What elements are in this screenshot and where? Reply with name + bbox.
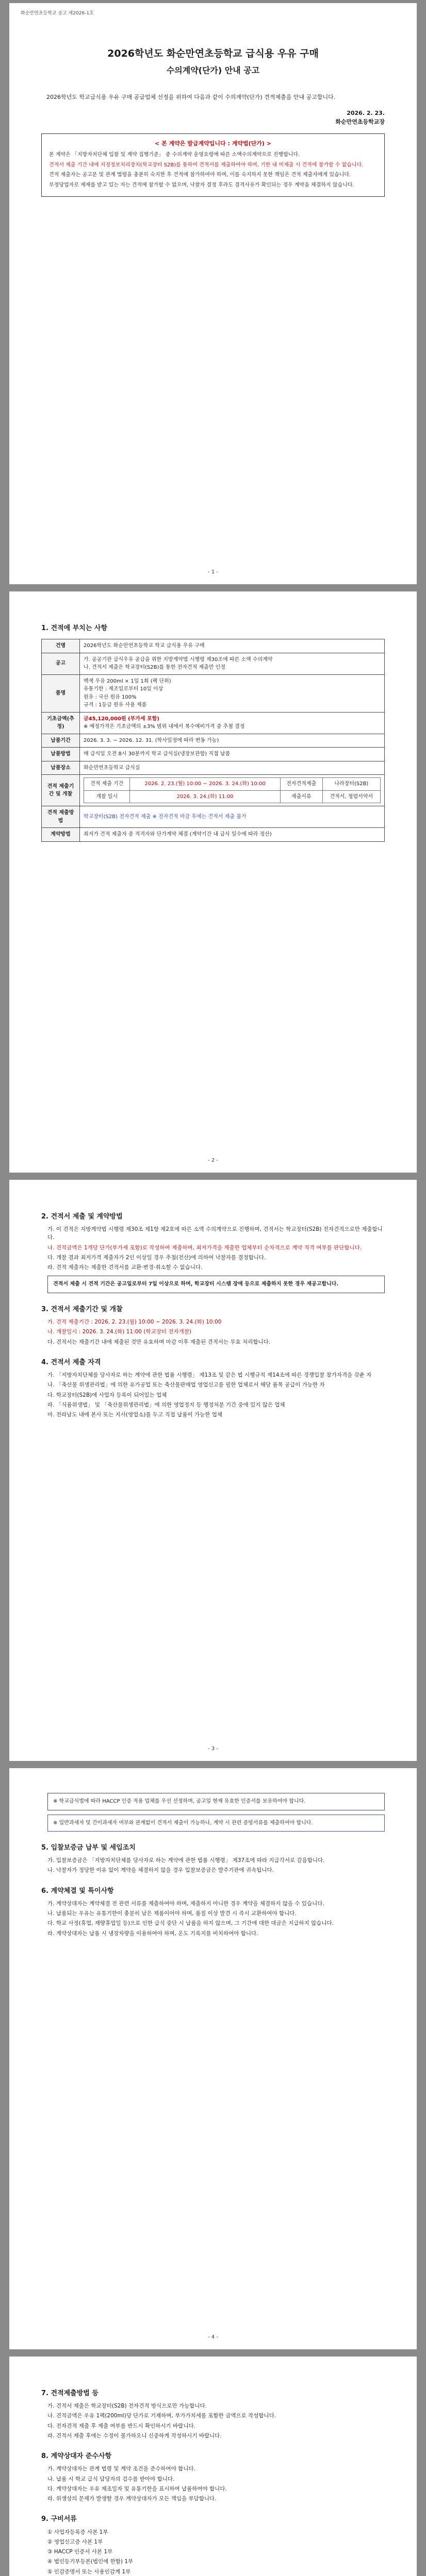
paragraph: 가. 견적서 제출은 학교장터(S2B) 전자견적 방식으로만 가능합니다. (47, 2403, 207, 2410)
table-row (42, 639, 385, 653)
paragraph: 나. 견적금액은 1개당 단가(부가세 포함)로 작성하여 제출하며, 최저가격을 제출한 업체부터 순차적으로 계약 적격 여부를 판단합니다. (47, 1244, 362, 1251)
page-header-label: 화순만연초등학교 공고 제2026-1호 (21, 11, 94, 16)
frame-text: ※ 일반과세자 및 간이과세자 여부와 관계없이 견적서 제출이 가능하나, 계약 시 관련 증빙서류를 제출하여야 합니다. (53, 1820, 313, 1826)
paragraph: 가. 계약상대자는 관계 법령 및 계약 조건을 준수하여야 합니다. (47, 2466, 195, 2472)
table-row (42, 712, 385, 734)
item-spec: 원유 : 국산 원유 100% (84, 694, 137, 700)
table-row (84, 790, 381, 803)
table-value: 2026학년도 화순만연초등학교 학교 급식용 우유 구매 (80, 639, 385, 653)
table-row (42, 653, 385, 674)
paragraph: 나. 낙찰자가 정당한 이유 없이 계약을 체결하지 않을 경우 입찰보증금은 발주기관에 귀속됩니다. (47, 1867, 274, 1874)
section-body (41, 1900, 385, 1938)
highlight-text: 견적서 제출 시 견적 기간은 공고일로부터 7일 이상으로 하며, 학교장터 시스템 장애 등으로 제출하지 못한 경우 재공고합니다. (53, 1281, 339, 1287)
table-value: 학교장터(S2B) 전자견적 제출 ※ 전자견적 마감 후에는 견적서 제출 불가 (80, 806, 385, 828)
table-cell: 개찰 일시 (84, 790, 130, 803)
table-row (42, 748, 385, 761)
section-heading: 8. 계약상대자 준수사항 (41, 2452, 112, 2461)
bid-schedule-table (84, 777, 381, 803)
page-2 (9, 591, 417, 1173)
frame-text: ※ 학교급식법에 따라 HACCP 인증 적용 업체를 우선 선정하며, 공고일 현재 유효한 인증서를 보유하여야 합니다. (53, 1799, 306, 1804)
table-cell: 나라장터(S2B) (322, 778, 380, 791)
list-item: ② 영업신고증 사본 1부 (47, 2538, 103, 2545)
paragraph: 다. 학교 사정(휴업, 재량휴업일 등)으로 인한 급식 중단 시 납품을 하지 않으며, 그 기간에 대한 대금은 지급하지 않습니다. (47, 1920, 334, 1927)
table-row (42, 734, 385, 748)
table-row (84, 778, 381, 791)
page-3 (9, 1180, 417, 1761)
document-subtitle: 수의계약(단가) 안내 공고 (166, 65, 260, 76)
paragraph: 다. 견적서는 제출기간 내에 제출된 것만 유효하며 마감 이후 제출된 견적서는 무효 처리합니다. (47, 1338, 271, 1345)
intro-text: 2026학년도 학교급식용 우유 구매 공급업체 선정을 위하여 다음과 같이 수의계약(단가) 견적제출을 안내 공고합니다. (46, 94, 336, 101)
table-cell: 제출서류 (280, 790, 322, 803)
section-heading: 5. 입찰보증금 납부 및 세입조치 (41, 1844, 136, 1852)
paragraph: 다. 개찰 결과 최저가격 제출자가 2인 이상일 경우 추첨(전산)에 의하여 낙찰자를 결정합니다. (47, 1254, 266, 1261)
page-number: - 1 - (208, 569, 218, 575)
paragraph: 마. 전라남도 내에 본사 또는 지사(영업소)를 두고 직접 납품이 가능한 업체 (47, 1412, 223, 1418)
table-label: 품명 (42, 674, 80, 712)
table-label: 계약방법 (42, 828, 80, 842)
page-number: - 4 - (208, 2334, 218, 2340)
table-label: 납품기간 (42, 734, 80, 748)
section-body (41, 2465, 385, 2503)
list-item: ⑤ 인감증명서 또는 사용인감계 1부 (47, 2568, 131, 2575)
notice-frame (47, 1793, 385, 1810)
page-number: - 3 - (208, 1745, 218, 1752)
table-label: 납품장소 (42, 761, 80, 775)
table-label: 기초금액(추정) (42, 712, 80, 734)
table-label: 건명 (42, 639, 80, 653)
table-row (42, 761, 385, 775)
notice-line: 나. 견적서 제출은 학교장터(S2B)를 통한 전자견적 제출만 인정 (84, 665, 225, 671)
paragraph: 나. 개찰일시 : 2026. 3. 24.(화) 11:00 (학교장터 전자개찰) (47, 1329, 191, 1335)
table-row (42, 806, 385, 828)
highlight-box (47, 1276, 385, 1293)
section-body (41, 1225, 385, 1272)
paragraph: 다. 전자견적 제출 후 제출 여부를 반드시 확인하시기 바랍니다. (47, 2422, 195, 2429)
notice-frame-blue (47, 1815, 385, 1832)
section-heading: 6. 계약체결 및 특이사항 (41, 1887, 114, 1895)
document-title: 2026학년도 화순만연초등학교 급식용 우유 구매 (107, 48, 319, 59)
section-body (41, 1856, 385, 1875)
section-heading: 9. 구비서류 (41, 2515, 77, 2523)
announcement-date: 2026. 2. 23. (347, 110, 385, 117)
paragraph: 나. 납품되는 우유는 유통기한이 충분히 남은 제품이어야 하며, 품질 이상 발견 시 즉시 교환하여야 합니다. (47, 1910, 297, 1917)
list-item: ④ 법인등기부등본(법인에 한함) 1부 (47, 2558, 134, 2565)
table-row (42, 828, 385, 842)
table-row (42, 775, 385, 806)
paragraph: 라. 견적 제출자는 제출한 견적서를 교환·변경·취소할 수 없습니다. (47, 1264, 203, 1271)
table-cell: 2026. 3. 24.(화) 11:00 (130, 790, 280, 803)
section-body (41, 2402, 385, 2440)
table-row (42, 674, 385, 712)
paragraph: 가. 입찰보증금은 「지방자치단체를 당사자로 하는 계약에 관한 법률 시행령」 제37조에 따라 지급각서로 갈음합니다. (47, 1857, 325, 1864)
table-value (80, 674, 385, 712)
section-heading: 2. 견적서 제출 및 계약방법 (41, 1213, 123, 1221)
base-price: 금45,120,000원 (부가세 포함) (84, 716, 159, 722)
paragraph: 나. 납품 시 학교 급식 담당자의 검수를 받아야 합니다. (47, 2476, 175, 2482)
notice-item: 견적서 제출 기간 내에 지정정보처리장치(학교장터 S2B)를 통하여 견적서를 제출하여야 하며, 기한 내 미제출 시 견적에 참가할 수 없습니다. (49, 162, 364, 168)
paragraph: 나. 「축산물 위생관리법」에 의한 유가공업 또는 축산물판매업 영업신고를 필한 업체로서 해당 품목 공급이 가능한 자 (47, 1382, 325, 1388)
paragraph: 다. 학교장터(S2B)에 사업자 등록이 되어있는 업체 (47, 1392, 167, 1398)
paragraph: 라. 견적서 제출 후에는 수정이 불가하오니 신중하게 작성하시기 바랍니다. (47, 2432, 222, 2439)
table-cell: 전자견적제출 (280, 778, 322, 791)
page-number: - 2 - (208, 1157, 218, 1163)
page-4 (9, 1768, 417, 2349)
notice-line: 가. 공공기관 급식우유 공급을 위한 지방계약법 시행령 제30조에 따른 소액 수의계약 (84, 656, 273, 663)
section-heading: 4. 견적서 제출 자격 (41, 1358, 101, 1366)
paragraph: 라. 「식품위생법」 및 「축산물위생관리법」에 의한 영업정지 등 행정처분 기간 중에 있지 않은 업체 (47, 1401, 285, 1408)
paragraph: 가. 견적 제출기간 : 2026. 2. 23.(월) 10:00 ~ 2026. 3. 24.(화) 10:00 (47, 1319, 222, 1326)
table-cell: 견적서, 청렴서약서 (322, 790, 380, 803)
table-cell: 2026. 2. 23.(월) 10:00 ~ 2026. 3. 24.(화) 10:00 (130, 778, 280, 791)
table-label: 견적 제출기간 및 개찰 (42, 775, 80, 806)
item-name: 백색 우유 200ml × 1일 1회 (팩 단위) (84, 678, 171, 684)
paragraph: 나. 견적금액은 우유 1팩(200ml)당 단가로 기재하며, 부가가치세를 포함한 금액으로 작성합니다. (47, 2413, 276, 2419)
date-block (41, 109, 385, 126)
page-1 (9, 3, 417, 584)
table-value: 매 급식일 오전 8시 30분까지 학교 급식실(냉장보관함) 직접 납품 (80, 748, 385, 761)
list-item: ③ HACCP 인증서 사본 1부 (47, 2549, 113, 2555)
paragraph: 가. 이 견적은 지방계약법 시행령 제30조 제1항 제2호에 따른 소액 수의계약으로 진행하며, 견적서는 학교장터(S2B) 전자견적으로만 제출합니다. (47, 1226, 383, 1241)
paragraph: 라. 계약상대자는 납품 시 냉장차량을 이용하여야 하며, 온도 기록지를 비치하여야 합니다. (47, 1930, 258, 1937)
list-item: ① 사업자등록증 사본 1부 (47, 2529, 108, 2535)
paragraph: 가. 계약상대자는 계약체결 전 관련 서류를 제출하여야 하며, 제출하지 아니한 경우 계약을 체결하지 않을 수 있습니다. (47, 1900, 324, 1907)
section-body (41, 1318, 385, 1346)
table-label: 공고 (42, 653, 80, 674)
item-spec: 유통기한 : 제조일로부터 10일 이상 (84, 686, 163, 692)
paragraph: 가. 「지방자치단체를 당사자로 하는 계약에 관한 법률 시행령」 제13조 및 같은 법 시행규칙 제14조에 따른 경쟁입찰 참가자격을 갖춘 자 (47, 1372, 372, 1379)
notice-box (41, 133, 385, 197)
notice-title: < 본 계약은 발급계약입니다 : 계약법(단가) > (155, 140, 271, 147)
table-label: 견적 제출방법 (42, 806, 80, 828)
paragraph: 라. 위생상의 문제가 발생할 경우 계약상대자가 모든 책임을 부담합니다. (47, 2496, 217, 2502)
section-body (41, 2528, 385, 2576)
price-note: ※ 예정가격은 기초금액의 ±3% 범위 내에서 복수예비가격 중 추첨 결정 (84, 724, 245, 730)
section-heading: 7. 견적제출방법 등 (41, 2389, 99, 2397)
table-value: 화순만연초등학교 급식실 (80, 761, 385, 775)
section-heading: 1. 견적에 부치는 사항 (41, 624, 108, 632)
table-value: 최저가 견적 제출자 중 적격자와 단가계약 체결 (계약기간 내 급식 일수에 따라 정산) (80, 828, 385, 842)
table-value: 2026. 3. 3. ~ 2026. 12. 31. (학사일정에 따라 변동 가능) (80, 734, 385, 748)
notice-item: 본 계약은 「지방자치단체 입찰 및 계약 집행기준」 중 수의계약 운영요령에 따른 소액수의계약으로 진행합니다. (49, 152, 300, 158)
table-value (80, 712, 385, 734)
table-value (80, 653, 385, 674)
info-table (41, 639, 385, 842)
notice-item: 부정당업자로 제재를 받고 있는 자는 견적에 참가할 수 없으며, 낙찰자 결정 후라도 결격사유가 확인되는 경우 계약을 체결하지 않습니다. (49, 182, 354, 188)
table-label: 납품방법 (42, 748, 80, 761)
section-heading: 3. 견적서 제출기간 및 개찰 (41, 1305, 123, 1313)
paragraph: 다. 계약상대자는 우유 제조일자 및 유통기한을 표시하여 납품하여야 합니다. (47, 2485, 227, 2492)
item-spec: 규격 : 1등급 원유 사용 제품 (84, 702, 147, 708)
section-body (41, 1371, 385, 1419)
table-value (80, 775, 385, 806)
issuer-name: 화순만연초등학교장 (335, 118, 385, 126)
notice-item: 견적 제출자는 공고문 및 관계 법령을 충분히 숙지한 후 견적에 참가하여야 하며, 이를 숙지하지 못한 책임은 견적 제출자에게 있습니다. (49, 172, 351, 178)
page-5 (9, 2357, 417, 2576)
table-cell: 견적 제출 기간 (84, 778, 130, 791)
